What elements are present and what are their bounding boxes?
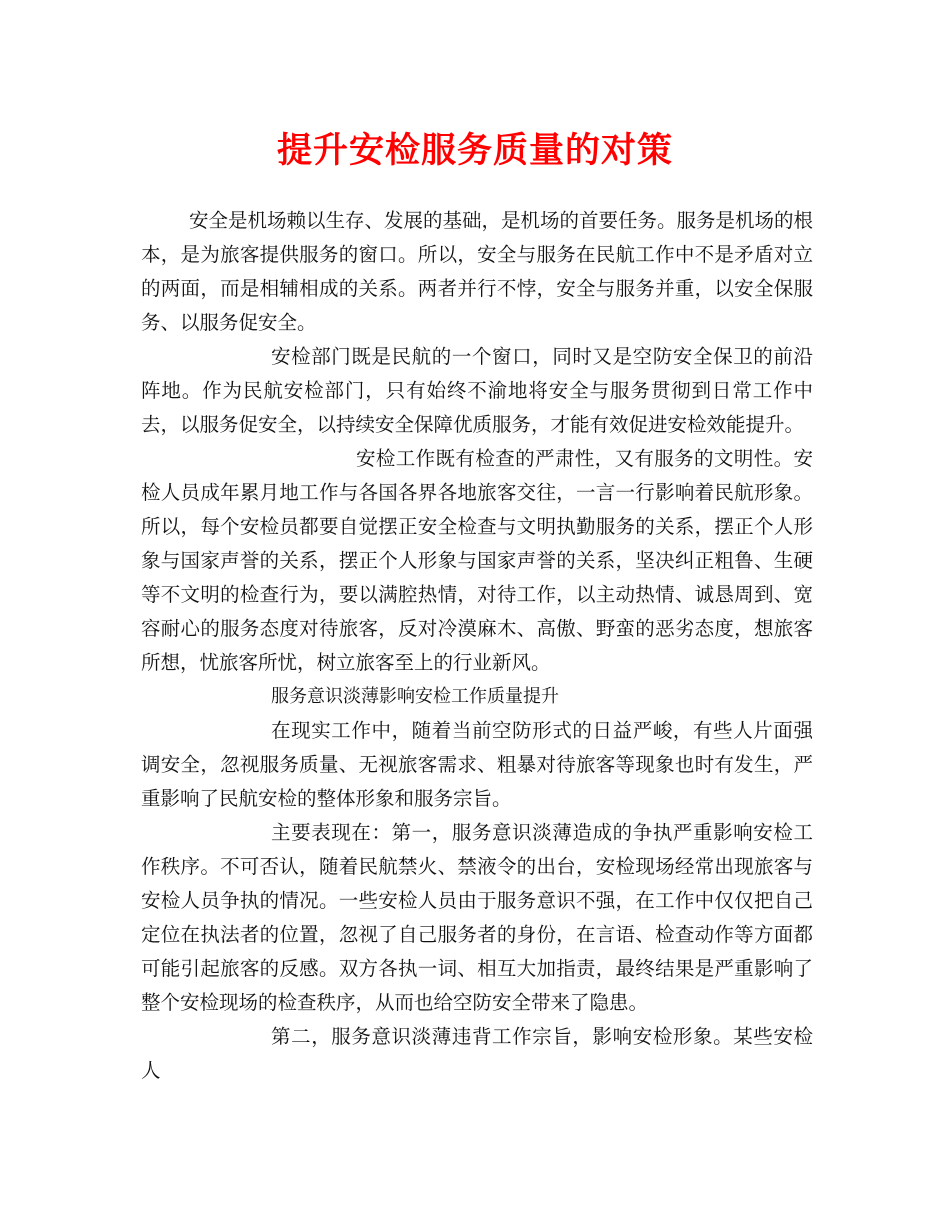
document-title: 提升安检服务质量的对策: [276, 130, 673, 171]
paragraph-second-point: 第二，服务意识淡薄违背工作宗旨，影响安检形象。某些安检人: [141, 1025, 813, 1082]
document-body: [141, 204, 813, 1088]
paragraph-first-point: 主要表现在：第一，服务意识淡薄造成的争执严重影响安检工作秩序。不可否认，随着民航禁火、禁液令的出台，安检现场经常出现旅客与安检人员争执的情况。一些安检人员由于服务意识不强，在工作中仅仅把自己定位在执法者的位置，忽视了自己服务者的身份，在言语、检查动作等方面都可能引起旅客的反感。双方各执一词、相互大加指责，最终结果是严重影响了整个安检现场的检查秩序，从而也给空防安全带来了隐患。: [141, 821, 813, 1014]
paragraph-security-department: 安检部门既是民航的一个窗口，同时又是空防安全保卫的前沿阵地。作为民航安检部门，只有始终不渝地将安全与服务贯彻到日常工作中去，以服务促安全，以持续安全保障优质服务，才能有效促进安检效能提升。: [141, 345, 813, 436]
section-heading: 服务意识淡薄影响安检工作质量提升: [271, 686, 559, 707]
paragraph-security-work: 安检工作既有检查的严肃性，又有服务的文明性。安检人员成年累月地工作与各国各界各地旅客交往，一言一行影响着民航形象。所以，每个安检员都要自觉摆正安全检查与文明执勤服务的关系，摆正个人形象与国家声誉的关系，摆正个人形象与国家声誉的关系，坚决纠正粗鲁、生硬等不文明的检查行为，要以满腔热情，对待工作，以主动热情、诚恳周到、宽容耐心的服务态度对待旅客，反对冷漠麻木、高傲、野蛮的恶劣态度，想旅客所想，忧旅客所忧，树立旅客至上的行业新风。: [141, 447, 813, 674]
paragraph-reality: 在现实工作中，随着当前空防形式的日益严峻，有些人片面强调安全，忽视服务质量、无视旅客需求、粗暴对待旅客等现象也时有发生，严重影响了民航安检的整体形象和服务宗旨。: [141, 719, 813, 810]
paragraph-safety-service: 安全是机场赖以生存、发展的基础，是机场的首要任务。服务是机场的根本，是为旅客提供服务的窗口。所以，安全与服务在民航工作中不是矛盾对立的两面，而是相辅相成的关系。两者并行不悖，安全与服务并重，以安全保服务、以服务促安全。: [141, 209, 814, 334]
